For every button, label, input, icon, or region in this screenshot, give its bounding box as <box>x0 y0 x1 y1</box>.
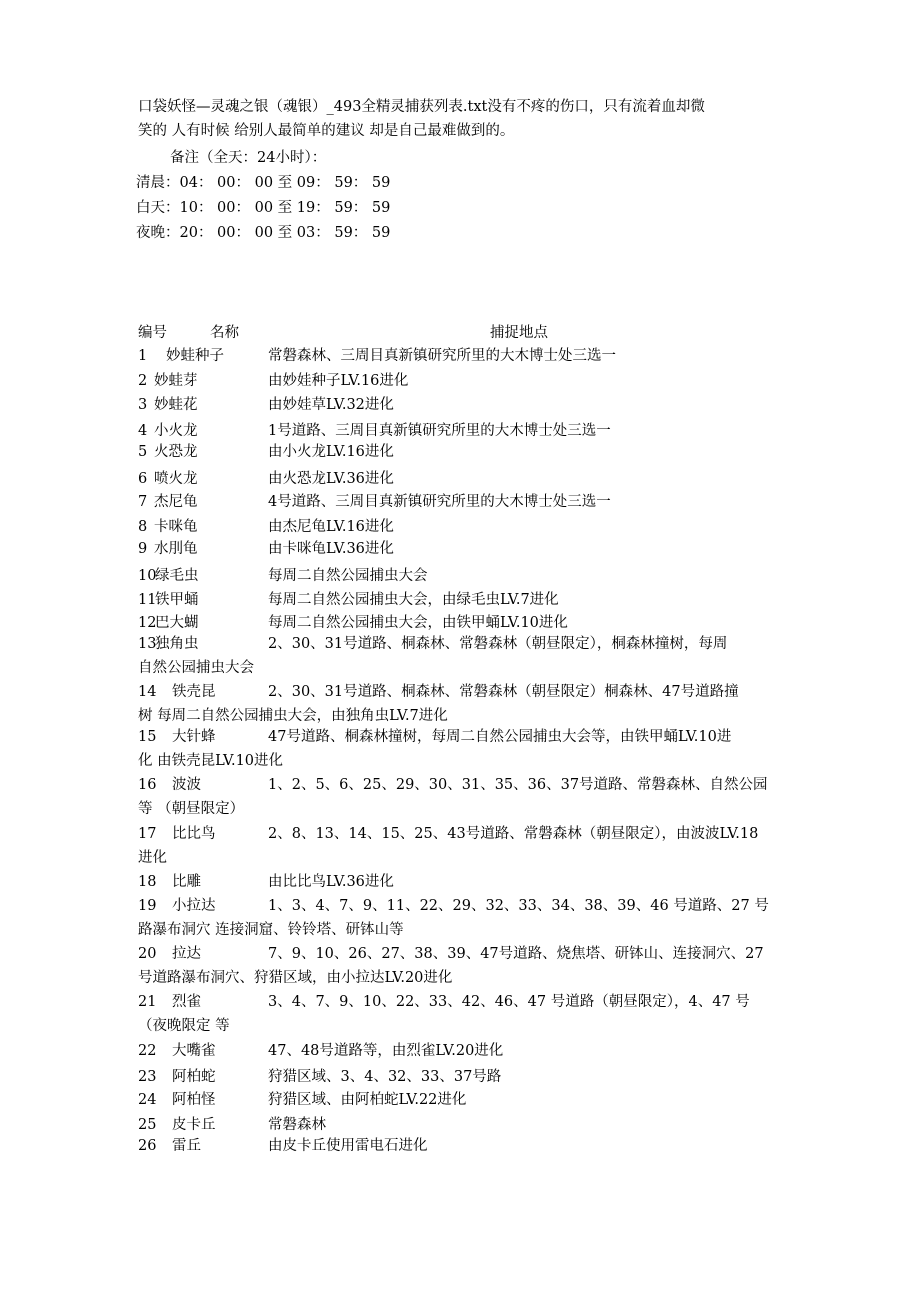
row-location-continued: （夜晚限定 等 <box>138 1018 230 1034</box>
row-name: 比雕 <box>172 874 201 890</box>
row-name: 巴大蝴 <box>155 615 199 631</box>
row-name: 妙蛙花 <box>154 397 198 413</box>
row-location: 由小火龙LV.16进化 <box>268 444 394 460</box>
row-number: 21 <box>138 994 157 1010</box>
row-location: 由皮卡丘使用雷电石进化 <box>268 1138 428 1154</box>
row-location: 1号道路、三周目真新镇研究所里的大木博士处三选一 <box>268 423 611 439</box>
row-name: 卡咪龟 <box>154 519 198 535</box>
row-name: 杰尼龟 <box>154 494 198 510</box>
row-location: 1、2、5、6、25、29、30、31、35、36、37号道路、常磐森林、自然公园 <box>268 777 768 793</box>
row-location: 由卡咪龟LV.36进化 <box>268 541 394 557</box>
row-location-continued: 树 每周二自然公园捕虫大会，由独角虫LV.7进化 <box>138 708 448 724</box>
row-location-continued: 进化 <box>138 850 167 866</box>
row-name: 妙蛙芽 <box>154 373 198 389</box>
row-name: 大嘴雀 <box>172 1043 216 1059</box>
row-name: 皮卡丘 <box>172 1117 216 1133</box>
row-number: 10 <box>138 568 157 584</box>
doc-title-line-2: 笑的 人有时候 给别人最简单的建议 却是自己最难做到的。 <box>138 123 515 139</box>
row-name: 雷丘 <box>172 1138 201 1154</box>
row-name: 铁甲蛹 <box>155 592 199 608</box>
row-location-continued: 等 （朝昼限定） <box>138 801 245 817</box>
row-number: 23 <box>138 1069 157 1085</box>
row-location: 狩猎区域、3、4、32、33、37号路 <box>268 1069 502 1085</box>
table-header-name: 名称 <box>210 325 239 341</box>
row-location: 由杰尼龟LV.16进化 <box>268 519 394 535</box>
row-location: 由妙娃种子LV.16进化 <box>268 373 409 389</box>
row-name: 烈雀 <box>172 994 201 1010</box>
row-location: 每周二自然公园捕虫大会 <box>268 568 428 584</box>
row-name: 阿柏怪 <box>172 1092 216 1108</box>
row-number: 26 <box>138 1138 157 1154</box>
row-number: 19 <box>138 898 157 914</box>
row-number: 2 <box>138 373 148 389</box>
row-location: 由妙娃草LV.32进化 <box>268 397 394 413</box>
row-name: 比比鸟 <box>172 826 216 842</box>
row-location: 47号道路、桐森林撞树，每周二自然公园捕虫大会等，由铁甲蛹LV.10进 <box>268 729 732 745</box>
row-number: 17 <box>138 826 157 842</box>
row-number: 18 <box>138 874 157 890</box>
row-name: 绿毛虫 <box>155 568 199 584</box>
row-location: 每周二自然公园捕虫大会，由铁甲蛹LV.10进化 <box>268 615 568 631</box>
row-number: 12 <box>138 615 157 631</box>
row-name: 妙蛙种子 <box>166 348 224 364</box>
row-name: 独角虫 <box>155 636 199 652</box>
row-location: 2、30、31号道路、桐森林、常磐森林（朝昼限定）桐森林、47号道路撞 <box>268 684 739 700</box>
row-number: 25 <box>138 1117 157 1133</box>
row-number: 8 <box>138 519 148 535</box>
row-location-continued: 号道路瀑布洞穴、狩猎区域，由小拉达LV.20进化 <box>138 970 453 986</box>
row-location: 常磐森林、三周目真新镇研究所里的大木博士处三选一 <box>268 348 616 364</box>
row-name: 火恐龙 <box>154 444 198 460</box>
row-location: 常磐森林 <box>268 1117 326 1133</box>
row-number: 20 <box>138 946 157 962</box>
row-name: 大针蜂 <box>172 729 216 745</box>
row-name: 喷火龙 <box>154 471 198 487</box>
row-location: 4号道路、三周目真新镇研究所里的大木博士处三选一 <box>268 494 611 510</box>
row-location: 2、8、13、14、15、25、43号道路、常磐森林（朝昼限定），由波波LV.18 <box>268 826 759 842</box>
notes-day: 白天：10： 00： 00 至 19： 59： 59 <box>136 200 391 216</box>
row-number: 11 <box>138 592 157 608</box>
row-location: 1、3、4、7、9、11、22、29、32、33、34、38、39、46 号道路、27 号 <box>268 898 769 914</box>
row-location-continued: 化 由铁壳昆LV.10进化 <box>138 753 284 769</box>
row-location: 47、48号道路等，由烈雀LV.20进化 <box>268 1043 504 1059</box>
row-location: 由比比鸟LV.36进化 <box>268 874 394 890</box>
row-name: 小拉达 <box>172 898 216 914</box>
row-location: 狩猎区域、由阿柏蛇LV.22进化 <box>268 1092 467 1108</box>
row-location: 3、4、7、9、10、22、33、42、46、47 号道路（朝昼限定），4、47 号 <box>268 994 750 1010</box>
row-location-continued: 路瀑布洞穴 连接洞窟、铃铃塔、研钵山等 <box>138 922 404 938</box>
notes-label: 备注（全天：24小时）： <box>170 150 327 166</box>
row-number: 1 <box>138 348 148 364</box>
notes-morning: 清晨：04： 00： 00 至 09： 59： 59 <box>136 175 391 191</box>
row-number: 7 <box>138 494 148 510</box>
row-number: 6 <box>138 471 148 487</box>
row-name: 小火龙 <box>154 423 198 439</box>
row-location: 7、9、10、26、27、38、39、47号道路、烧焦塔、研钵山、连接洞穴、27 <box>268 946 764 962</box>
row-name: 水刖龟 <box>154 541 198 557</box>
table-header-location: 捕捉地点 <box>490 325 548 341</box>
row-number: 16 <box>138 777 157 793</box>
row-number: 3 <box>138 397 148 413</box>
doc-title-line-1: 口袋妖怪—灵魂之银（魂银）_493全精灵捕获列表.txt没有不疼的伤口，只有流着血却微 <box>138 99 705 115</box>
row-number: 15 <box>138 729 157 745</box>
row-number: 24 <box>138 1092 157 1108</box>
row-name: 波波 <box>172 777 201 793</box>
row-name: 阿柏蛇 <box>172 1069 216 1085</box>
row-number: 4 <box>138 423 148 439</box>
row-location: 由火恐龙LV.36进化 <box>268 471 394 487</box>
row-name: 拉达 <box>172 946 201 962</box>
row-location: 每周二自然公园捕虫大会，由绿毛虫LV.7进化 <box>268 592 559 608</box>
row-name: 铁壳昆 <box>172 684 216 700</box>
row-location: 2、30、31号道路、桐森林、常磐森林（朝昼限定），桐森林撞树，每周 <box>268 636 728 652</box>
row-number: 14 <box>138 684 157 700</box>
row-location-continued: 自然公园捕虫大会 <box>138 660 254 676</box>
row-number: 9 <box>138 541 148 557</box>
table-header-number: 编号 <box>138 325 167 341</box>
row-number: 13 <box>138 636 157 652</box>
row-number: 5 <box>138 444 148 460</box>
notes-night: 夜晚：20： 00： 00 至 03： 59： 59 <box>136 225 391 241</box>
row-number: 22 <box>138 1043 157 1059</box>
